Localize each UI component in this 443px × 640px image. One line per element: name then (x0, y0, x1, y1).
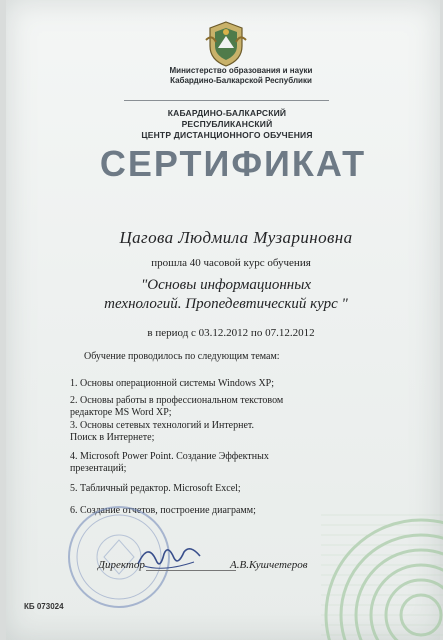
topics-intro: Обучение проводилось по следующим темам: (84, 351, 280, 362)
recipient-name: Цагова Людмила Музариновна (119, 228, 353, 247)
topic-line: 5. Табличный редактор. Microsoft Excel; (70, 483, 241, 494)
topic-item (70, 451, 370, 475)
signature-line (146, 570, 236, 571)
ministry-line-2: Кабардино-Балкарской Республики (170, 76, 312, 85)
certificate-title: СЕРТИФИКАТ (99, 143, 367, 184)
topic-item (70, 395, 370, 419)
director-label: Директор (98, 559, 145, 571)
topic-line: редакторе MS Word XP; (70, 407, 172, 418)
director-name: А.В.Кушчетеров (230, 559, 308, 571)
topic-line: 1. Основы операционной системы Windows XP; (70, 378, 275, 389)
coat-of-arms-icon (204, 20, 248, 68)
serial-number: КБ 073024 (24, 602, 64, 611)
decorative-arcs-icon (311, 485, 443, 640)
center-name (122, 108, 332, 141)
center-line-2: ЦЕНТР ДИСТАНЦИОННОГО ОБУЧЕНИЯ (141, 130, 313, 140)
topic-line: Поиск в Интернете; (70, 432, 155, 443)
topic-line: 6. Создание отчетов, построение диаграмм; (70, 505, 256, 516)
course-hours-text: прошла 40 часовой курс обучения (151, 257, 311, 269)
topic-item (70, 420, 370, 444)
course-period: в период с 03.12.2012 по 07.12.2012 (147, 327, 315, 339)
center-line-1: КАБАРДИНО-БАЛКАРСКИЙ РЕСПУБЛИКАНСКИЙ (167, 108, 287, 129)
course-title-line-1: "Основы информационных (140, 277, 312, 293)
topic-line: презентаций; (70, 463, 127, 474)
course-title (76, 276, 376, 314)
topic-line: 4. Microsoft Power Point. Создание Эффектных (70, 451, 269, 462)
header-divider (124, 100, 329, 101)
topic-item (70, 378, 370, 390)
ministry-line-1: Министерство образования и науки (169, 66, 313, 75)
course-title-line-2: технологий. Пропедевтический курс " (104, 296, 348, 312)
topic-line: 3. Основы сетевых технологий и Интернет. (70, 420, 255, 431)
ministry-name (156, 66, 326, 86)
certificate-sheet (6, 0, 440, 640)
topic-line: 2. Основы работы в профессиональном текстовом (70, 395, 284, 406)
